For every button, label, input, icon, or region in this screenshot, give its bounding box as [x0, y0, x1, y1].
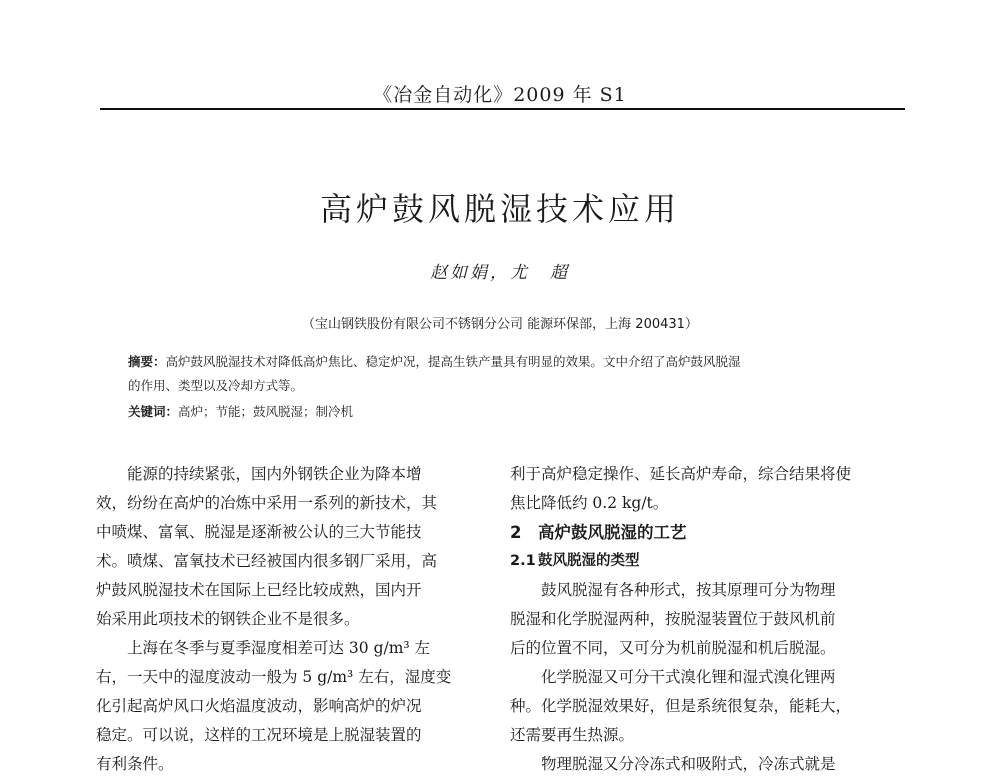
section-heading-2-1 — [510, 547, 910, 576]
section-number: 2.1 — [510, 553, 536, 569]
right-paragraph-2 — [510, 576, 910, 663]
text-line: 还需要再生热源。 — [510, 726, 635, 744]
journal-header: 《冶金自动化》2009 年 S1 — [373, 84, 627, 106]
left-column — [96, 460, 496, 779]
text-line: 右，一天中的湿度波动一般为 5 g/m³ 左右，湿度变 — [96, 668, 452, 686]
section-heading-2 — [510, 518, 910, 547]
abstract-text-1: 高炉鼓风脱湿技术对降低高炉焦比、稳定炉况，提高生铁产量具有明显的效果。文中介绍了高炉鼓风脱湿 — [165, 354, 741, 369]
text-line: 物理脱湿又分冷冻式和吸附式，冷冻式就是 — [541, 755, 836, 773]
text-line: 利于高炉稳定操作、延长高炉寿命，综合结果将使 — [510, 465, 852, 483]
text-line: 能源的持续紧张，国内外钢铁企业为降本增 — [127, 465, 422, 483]
text-line: 化学脱湿又可分干式溴化锂和湿式溴化锂两 — [541, 668, 836, 686]
left-paragraph-1 — [96, 460, 496, 634]
left-paragraph-2 — [96, 634, 496, 779]
abstract-line-1 — [128, 350, 878, 374]
abstract-label: 摘要： — [128, 354, 166, 369]
keywords-text: 高炉；节能；鼓风脱湿；制冷机 — [178, 404, 354, 419]
text-line: 始采用此项技术的钢铁企业不是很多。 — [96, 610, 360, 628]
header-rule — [100, 108, 905, 110]
section-title: 高炉鼓风脱湿的工艺 — [538, 523, 687, 542]
keywords-label: 关键词： — [128, 404, 179, 419]
text-line: 术。喷煤、富氧技术已经被国内很多钢厂采用，高 — [96, 552, 438, 570]
text-line: 后的位置不同，又可分为机前脱湿和机后脱湿。 — [510, 639, 836, 657]
text-line: 脱湿和化学脱湿两种，按脱湿装置位于鼓风机前 — [510, 610, 836, 628]
right-paragraph-1 — [510, 460, 910, 518]
abstract — [128, 350, 878, 398]
paper-title: 高炉鼓风脱湿技术应用 — [319, 190, 680, 228]
text-line: 炉鼓风脱湿技术在国际上已经比较成熟，国内开 — [96, 581, 422, 599]
text-line: 鼓风脱湿有各种形式，按其原理可分为物理 — [541, 581, 836, 599]
right-paragraph-4 — [510, 750, 910, 779]
text-line: 化引起高炉风口火焰温度波动，影响高炉的炉况 — [96, 697, 422, 715]
text-line: 效，纷纷在高炉的冶炼中采用一系列的新技术，其 — [96, 494, 438, 512]
text-line: 上海在冬季与夏季湿度相差可达 30 g/m³ 左 — [127, 639, 431, 657]
authors: 赵如娟，尤 超 — [430, 263, 570, 283]
text-line: 种。化学脱湿效果好，但是系统很复杂，能耗大， — [510, 697, 852, 715]
keywords — [128, 402, 878, 420]
text-line: 有利条件。 — [96, 755, 174, 773]
text-line: 焦比降低约 0.2 kg/t。 — [510, 494, 669, 512]
section-number: 2 — [510, 523, 522, 542]
affiliation: （宝山钢铁股份有限公司不锈钢分公司 能源环保部，上海 200431） — [302, 317, 698, 332]
section-title: 鼓风脱湿的类型 — [538, 553, 640, 569]
right-column — [510, 460, 910, 779]
abstract-line-2: 的作用、类型以及冷却方式等。 — [128, 378, 304, 393]
text-line: 中喷煤、富氧、脱湿是逐渐被公认的三大节能技 — [96, 523, 422, 541]
right-paragraph-3 — [510, 663, 910, 750]
text-line: 稳定。可以说，这样的工况环境是上脱湿装置的 — [96, 726, 422, 744]
